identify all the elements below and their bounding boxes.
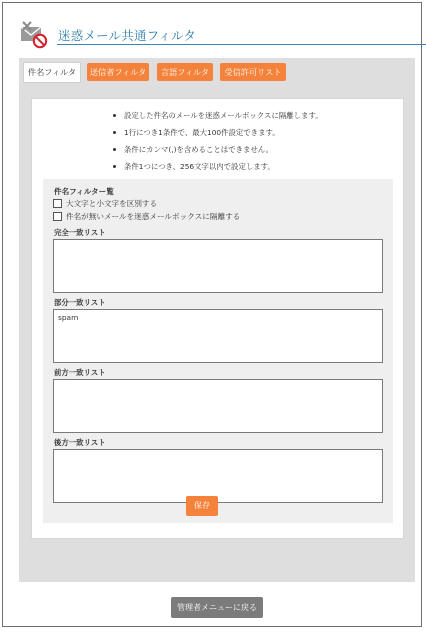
- no-subject-checkbox[interactable]: [53, 212, 62, 221]
- tab-language-filter[interactable]: 言語フィルタ: [157, 63, 213, 81]
- notes-list: [111, 107, 323, 175]
- no-subject-option[interactable]: [53, 211, 240, 222]
- exact-match-textarea[interactable]: [53, 239, 383, 293]
- spam-mail-icon: [19, 21, 49, 49]
- tab-subject-filter[interactable]: 件名フィルタ: [23, 62, 81, 83]
- page-header: [19, 19, 415, 49]
- prefix-match-textarea[interactable]: [53, 379, 383, 433]
- note-item: 条件にカンマ(,)を含めることはできません。: [111, 141, 323, 158]
- partial-match-textarea[interactable]: spam: [53, 309, 383, 363]
- case-sensitive-checkbox[interactable]: [53, 199, 62, 208]
- note-item: 1行につき1条件で、最大100件設定できます。: [111, 124, 323, 141]
- note-item: 条件1つにつき、256文字以内で設定します。: [111, 158, 323, 175]
- header-divider: [57, 44, 426, 45]
- case-sensitive-label: 大文字と小文字を区別する: [66, 199, 158, 208]
- save-button[interactable]: 保存: [186, 496, 218, 516]
- no-subject-label: 件名が無いメールを迷惑メールボックスに隔離する: [66, 212, 241, 221]
- tab-allow-list[interactable]: 受信許可リスト: [220, 63, 286, 81]
- tab-sender-filter[interactable]: 送信者フィルタ: [87, 63, 149, 81]
- exact-match-label: 完全一致リスト: [54, 228, 106, 237]
- note-item: 設定した件名のメールを迷惑メールボックスに隔離します。: [111, 107, 323, 124]
- prefix-match-label: 前方一致リスト: [54, 368, 106, 377]
- filter-list-title: 件名フィルター覧: [54, 187, 114, 196]
- filter-content: [31, 98, 404, 539]
- app-frame: [2, 2, 422, 627]
- case-sensitive-option[interactable]: [53, 198, 157, 209]
- page-title: 迷惑メール共通フィルタ: [58, 28, 196, 43]
- subject-filter-box: [43, 179, 393, 523]
- suffix-match-textarea[interactable]: [53, 449, 383, 503]
- suffix-match-label: 後方一致リスト: [54, 438, 106, 447]
- back-to-admin-menu-button[interactable]: 管理者メニューに戻る: [171, 597, 263, 618]
- partial-match-label: 部分一致リスト: [54, 298, 106, 307]
